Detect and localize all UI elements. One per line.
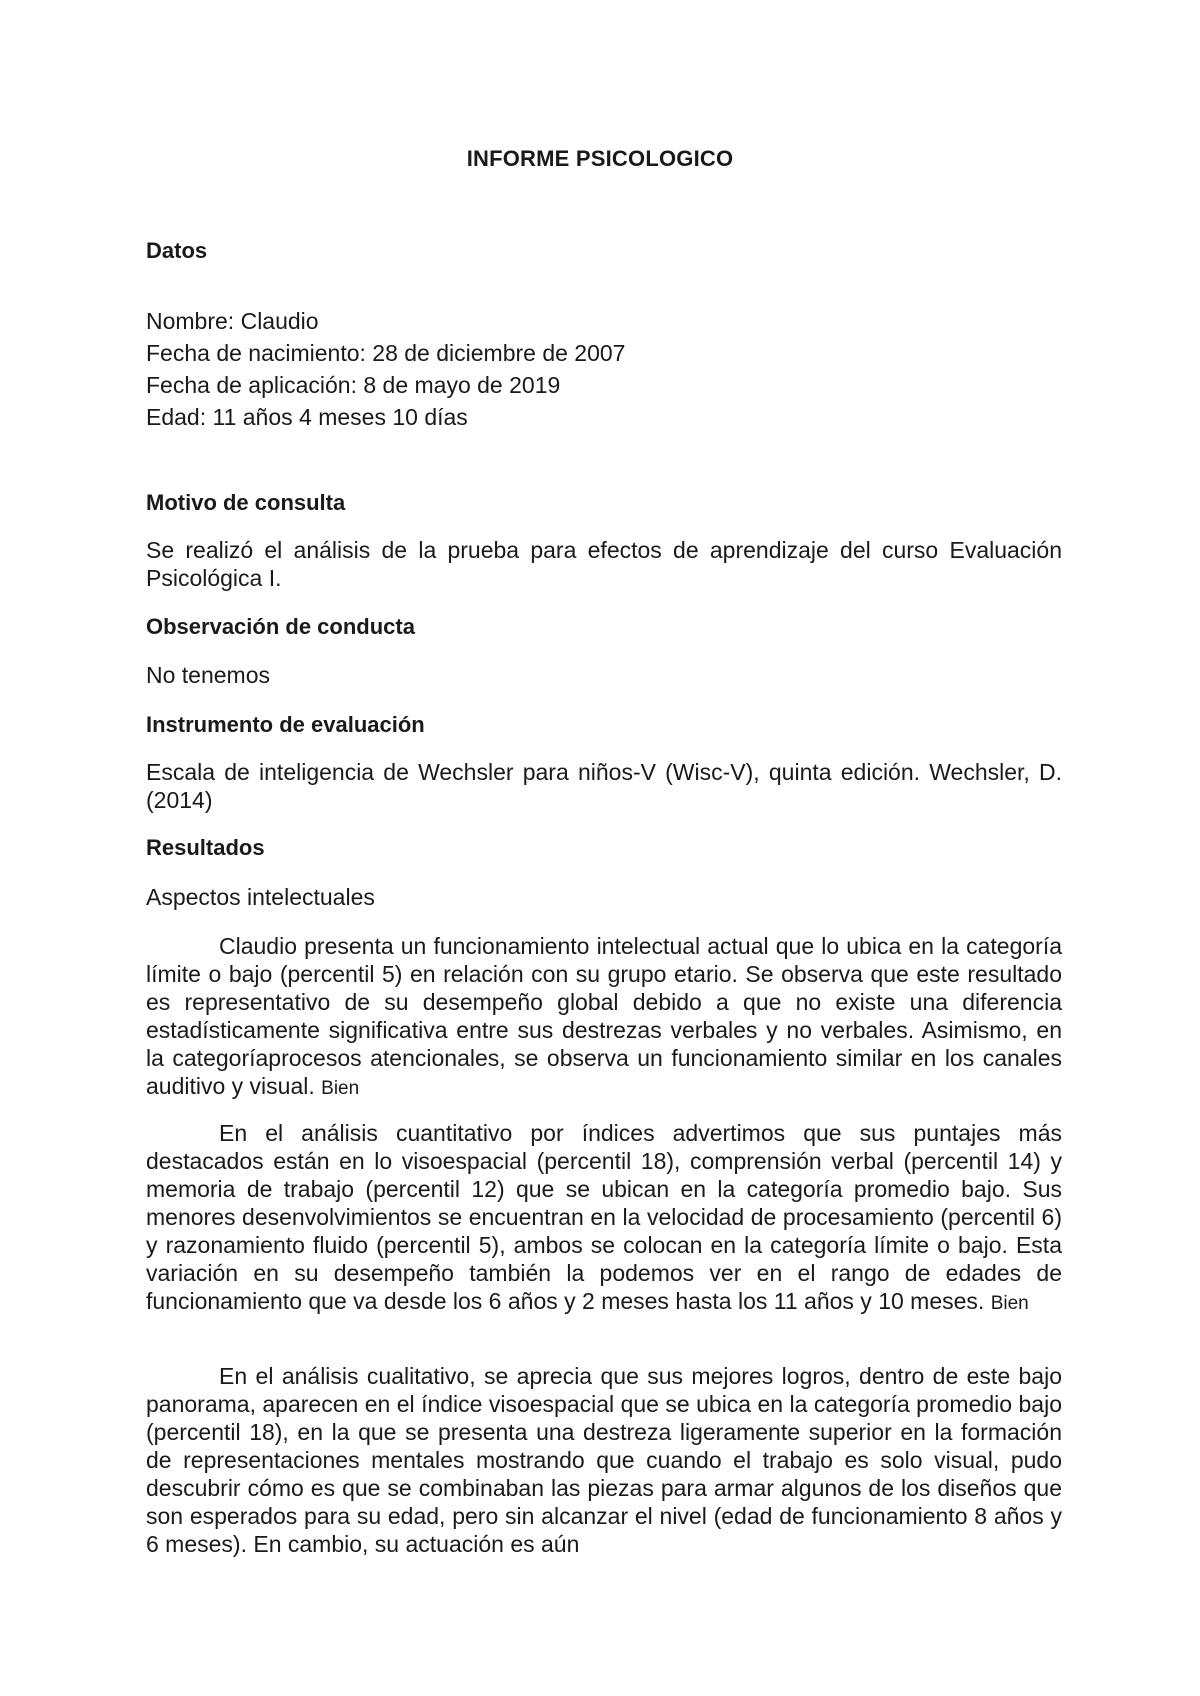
observacion-heading: Observación de conducta bbox=[146, 614, 415, 639]
paragraph-2-text: En el análisis cuantitativo por índices advertimos que sus puntajes más destacados están en lo visoespacial (percentil 18), comprensión verbal (percentil 14) y memoria de trabajo (percentil 12) que se ubican en la categoría promedio bajo. Sus menores desenvolvimientos se encuentran en la velocidad de procesamiento (percentil 6) y razonamiento fluido (percentil 5), ambos se colocan en la categoría límite o bajo. Esta variación en su desempeño también la podemos ver en el rango de edades de funcionamiento que va desde los 6 años y 2 meses hasta los 11 años y 10 meses. bbox=[146, 1120, 1062, 1314]
fecha-nacimiento-line: Fecha de nacimiento: 28 de diciembre de 2007 bbox=[146, 340, 626, 366]
paragraph-2-note: Bien bbox=[990, 1293, 1029, 1314]
motivo-text: Se realizó el análisis de la prueba para efectos de aprendizaje del curso Evaluación Psicológica I. bbox=[146, 537, 1062, 591]
instrumento-text: Escala de inteligencia de Wechsler para niños-V (Wisc-V), quinta edición. Wechsler, D. (2014) bbox=[146, 759, 1062, 813]
aspectos-intelectuales-subheading: Aspectos intelectuales bbox=[146, 884, 375, 910]
datos-heading: Datos bbox=[146, 238, 208, 263]
resultados-paragraph-3: En el análisis cualitativo, se aprecia que sus mejores logros, dentro de este bajo panorama, aparecen en el índice visoespacial que se ubica en la categoría promedio bajo (percentil 18), en la que se presenta una destreza ligeramente superior en la formación de representaciones mentales mostrando que cuando el trabajo es solo visual, pudo descubrir cómo es que se combinaban las piezas para armar algunos de los diseños que son esperados para su edad, pero sin alcanzar el nivel (edad de funcionamiento 8 años y 6 meses). En cambio, su actuación es aún bbox=[146, 1363, 1062, 1557]
resultados-paragraph-1 bbox=[146, 932, 1062, 1103]
resultados-heading: Resultados bbox=[146, 835, 265, 860]
document-title: INFORME PSICOLOGICO bbox=[466, 146, 734, 171]
resultados-paragraph-2 bbox=[146, 1119, 1062, 1318]
paragraph-1-text: Claudio presenta un funcionamiento intelectual actual que lo ubica en la categoría límite o bajo (percentil 5) en relación con su grupo etario. Se observa que este resultado es representativo de su desempeño global debido a que no existe una diferencia estadísticamente significativa entre sus destrezas verbales y no verbales. Asimismo, en la categoríaprocesos atencionales, se observa un funcionamiento similar en los canales auditivo y visual. bbox=[146, 933, 1062, 1099]
edad-line: Edad: 11 años 4 meses 10 días bbox=[146, 404, 468, 430]
instrumento-heading: Instrumento de evaluación bbox=[146, 712, 425, 737]
motivo-heading: Motivo de consulta bbox=[146, 490, 346, 515]
paragraph-1-note: Bien bbox=[321, 1078, 360, 1099]
nombre-line: Nombre: Claudio bbox=[146, 308, 319, 334]
observacion-text: No tenemos bbox=[146, 662, 271, 688]
fecha-aplicacion-line: Fecha de aplicación: 8 de mayo de 2019 bbox=[146, 372, 561, 398]
